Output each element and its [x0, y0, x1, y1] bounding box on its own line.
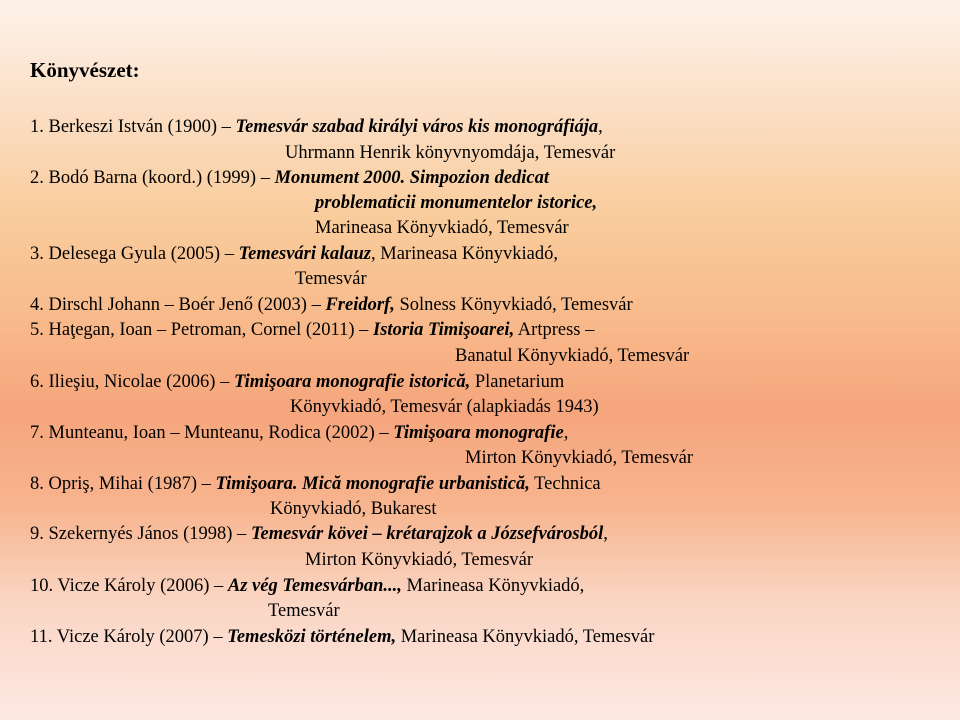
- reference-8-continuation: Könyvkiadó, Bukarest: [270, 499, 437, 519]
- reference-number: 10.: [30, 576, 54, 596]
- reference-work: Freidorf,: [325, 295, 395, 315]
- reference-number: 11.: [30, 627, 53, 647]
- reference-number: 2.: [30, 168, 44, 188]
- reference-3-continuation: Temesvár: [295, 269, 367, 289]
- reference-after: Technica: [529, 474, 601, 494]
- reference-after: ,: [598, 117, 603, 137]
- reference-after: Artpress –: [514, 320, 595, 340]
- reference-10-continuation: Temesvár: [268, 601, 340, 621]
- reference-1: [30, 115, 603, 139]
- reference-work: Temesvár kövei – krétarajzok a Józsefvárosból: [250, 524, 604, 544]
- reference-work: Temesvár szabad királyi város kis monográfiája: [235, 117, 599, 137]
- reference-author: Szekernyés János (1998) –: [48, 524, 247, 544]
- reference-2-continuation: Marineasa Könyvkiadó, Temesvár: [315, 218, 569, 238]
- reference-author: Haţegan, Ioan – Petroman, Cornel (2011) –: [48, 320, 369, 340]
- reference-author: Vicze Károly (2007) –: [56, 627, 223, 647]
- reference-2-continuation-work: [315, 191, 597, 215]
- reference-10: [30, 574, 584, 598]
- reference-5: [30, 318, 594, 342]
- reference-8: [30, 472, 601, 496]
- reference-author: Bodó Barna (koord.) (1999) –: [48, 168, 270, 188]
- reference-work: Temesvári kalauz: [238, 244, 371, 264]
- page-title: Könyvészet:: [30, 58, 140, 82]
- reference-number: 4.: [30, 295, 44, 315]
- reference-11: [30, 625, 654, 649]
- reference-7: [30, 421, 568, 445]
- reference-number: 6.: [30, 372, 44, 392]
- reference-after: Planetarium: [470, 372, 565, 392]
- reference-number: 5.: [30, 320, 44, 340]
- reference-6: [30, 370, 564, 394]
- reference-work: Timişoara. Mică monografie urbanistică,: [215, 474, 530, 494]
- reference-work: Istoria Timişoarei,: [373, 320, 515, 340]
- reference-work-continued: problematicii monumentelor istorice,: [315, 193, 598, 213]
- reference-number: 8.: [30, 474, 44, 494]
- reference-work: Temesközi történelem,: [227, 627, 397, 647]
- reference-7-continuation: Mirton Könyvkiadó, Temesvár: [465, 448, 694, 468]
- reference-2: [30, 166, 549, 190]
- reference-9-continuation: Mirton Könyvkiadó, Temesvár: [305, 550, 534, 570]
- reference-work: Monument 2000. Simpozion dedicat: [274, 168, 550, 188]
- reference-6-continuation: Könyvkiadó, Temesvár (alapkiadás 1943): [290, 397, 599, 417]
- reference-4: [30, 293, 633, 317]
- reference-5-continuation: Banatul Könyvkiadó, Temesvár: [455, 346, 690, 366]
- reference-9: [30, 522, 608, 546]
- reference-after: , Marineasa Könyvkiadó,: [371, 244, 559, 264]
- reference-after: Solness Könyvkiadó, Temesvár: [394, 295, 633, 315]
- reference-3: [30, 242, 558, 266]
- reference-work: Timişoara monografie istorică,: [233, 372, 471, 392]
- reference-author: Vicze Károly (2006) –: [57, 576, 224, 596]
- reference-after: ,: [563, 423, 569, 443]
- reference-work: Az vég Temesvárban...,: [227, 576, 402, 596]
- reference-author: Opriş, Mihai (1987) –: [48, 474, 211, 494]
- reference-number: 7.: [30, 423, 44, 443]
- reference-after: Marineasa Könyvkiadó,: [401, 576, 585, 596]
- reference-author: Delesega Gyula (2005) –: [48, 244, 234, 264]
- reference-number: 3.: [30, 244, 44, 264]
- reference-number: 1.: [30, 117, 44, 137]
- reference-after: ,: [603, 524, 608, 544]
- reference-author: Munteanu, Ioan – Munteanu, Rodica (2002) –: [48, 423, 389, 443]
- reference-author: Berkeszi István (1900) –: [48, 117, 231, 137]
- reference-1-continuation: Uhrmann Henrik könyvnyomdája, Temesvár: [285, 143, 616, 163]
- reference-number: 9.: [30, 524, 44, 544]
- reference-after: Marineasa Könyvkiadó, Temesvár: [396, 627, 655, 647]
- reference-author: Ilieşiu, Nicolae (2006) –: [48, 372, 230, 392]
- reference-work: Timişoara monografie: [393, 423, 564, 443]
- reference-author: Dirschl Johann – Boér Jenő (2003) –: [48, 295, 321, 315]
